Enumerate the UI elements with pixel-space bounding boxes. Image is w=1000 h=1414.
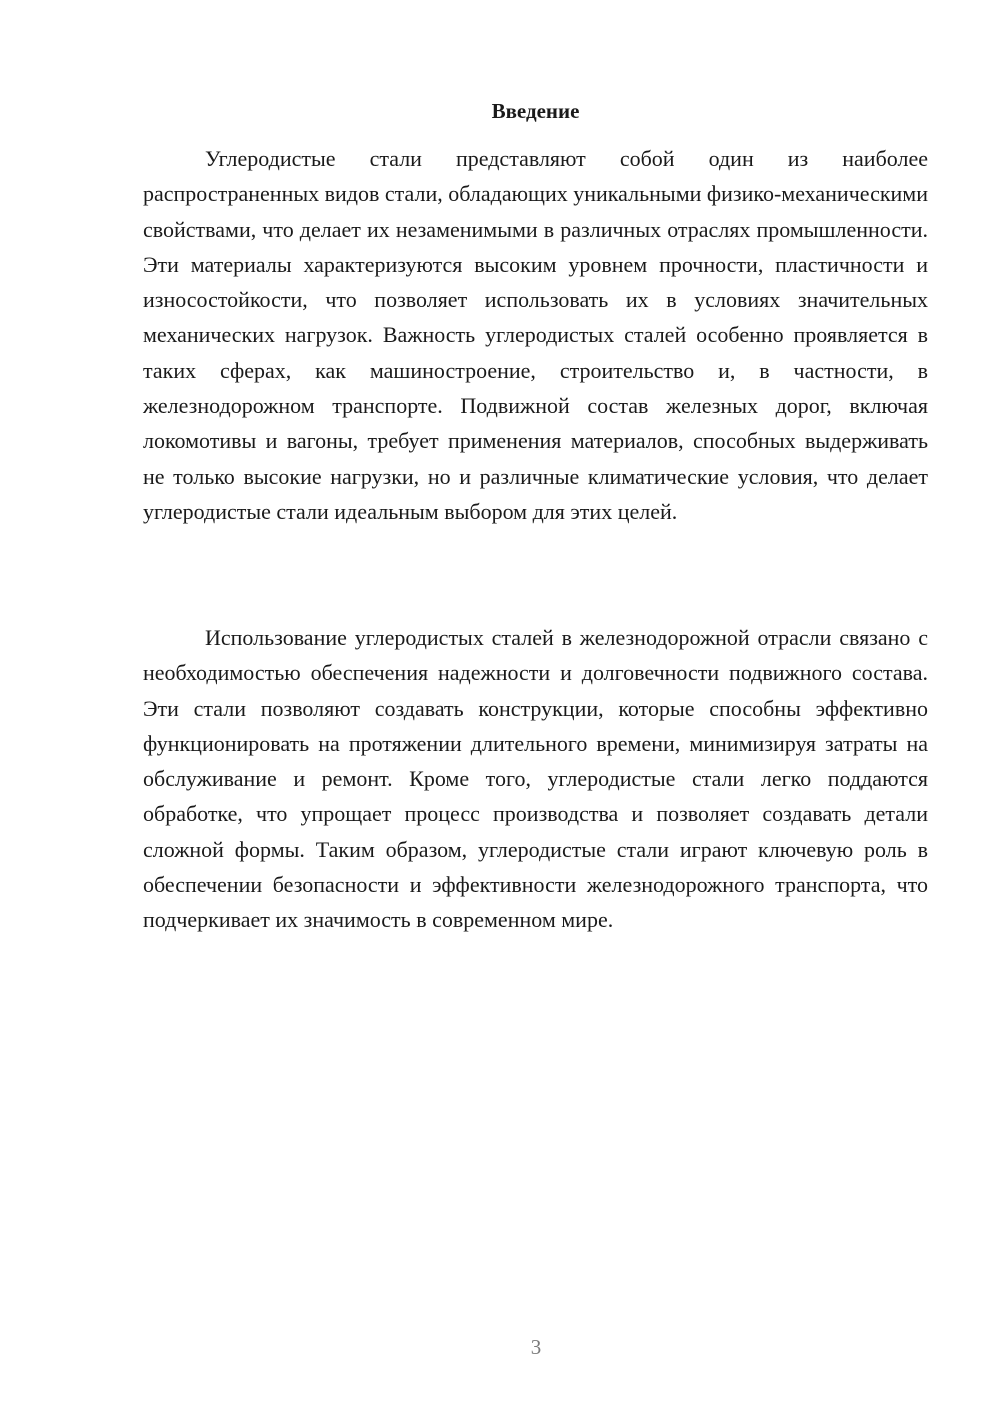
body-paragraph-1: Углеродистые стали представляют собой один из наиболее распространенных видов стали, обладающих уникальными физико-механическими свойствами, что делает их незаменимыми в различных отраслях промышленности. Эти материалы характеризуются высоким уровнем прочности, пластичности и износостойкости, что позволяет использовать их в условиях значительных механических нагрузок. Важность углеродистых сталей особенно проявляется в таких сферах, как машиностроение, строительство и, в частности, в железнодорожном транспорте. Подвижной состав железных дорог, включая локомотивы и вагоны, требует применения материалов, способных выдерживать не только высокие нагрузки, но и различные климатические условия, что делает углеродистые стали идеальным выбором для этих целей. xyxy=(143,146,928,524)
section-heading: Введение xyxy=(491,99,580,123)
body-paragraph-2: Использование углеродистых сталей в железнодорожной отрасли связано с необходимостью обеспечения надежности и долговечности подвижного состава. Эти стали позволяют создавать конструкции, которые способны эффективно функционировать на протяжении длительного времени, минимизируя затраты на обслуживание и ремонт. Кроме того, углеродистые стали легко поддаются обработке, что упрощает процесс производства и позволяет создавать детали сложной формы. Таким образом, углеродистые стали играют ключевую роль в обеспечении безопасности и эффективности железнодорожного транспорта, что подчеркивает их значимость в современном мире. xyxy=(143,625,928,933)
page-number: 3 xyxy=(530,1335,542,1359)
